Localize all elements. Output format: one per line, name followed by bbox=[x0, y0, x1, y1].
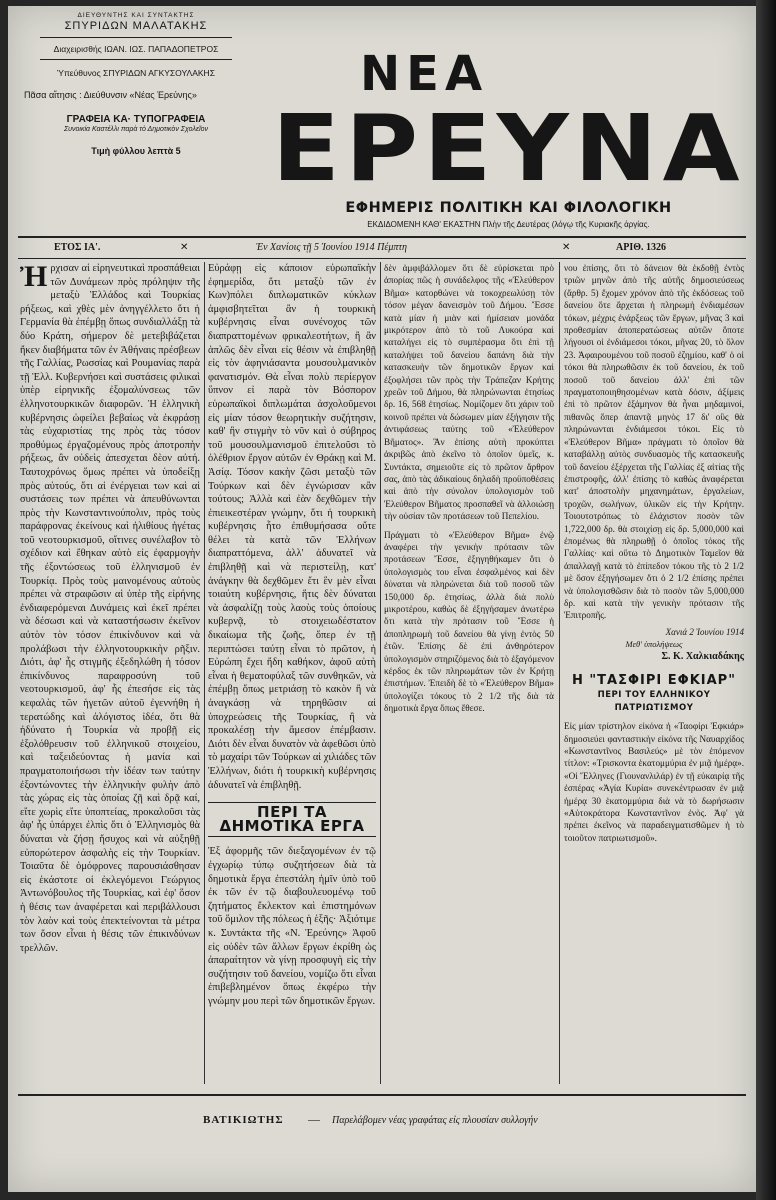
separator-mark: ✕ bbox=[562, 242, 571, 253]
offices-address: Συνοικία Καστέλλι παρὰ τὸ Δημοτικὸν Σχολεῖον bbox=[63, 126, 209, 133]
headline-dimotika-erga: ΠΕΡΙ ΤΑ ΔΗΜΟΤΙΚΑ ΕΡΓΑ bbox=[208, 802, 376, 837]
column-rule bbox=[204, 262, 205, 1084]
newspaper-page bbox=[8, 6, 756, 1192]
title-nea: ΝΕΑ bbox=[360, 46, 489, 102]
article-text: Πράγματι τὸ «Ἐλεύθερον Βῆμα» ἐνῷ ἀναφέρει τὴν γενικὴν πρότασιν τῶν προτάσεων Ἔσσε, ἐξηγηθήκαμεν ὅτι ὁ ὑπολογισμὸς του εἶναι ἐσφαλμένος καὶ δὲν δύναται νὰ πληρώνεται διὰ τοῦ ποσοῦ τῶν 150,000 δρ. ἐτησίως, ἀλλὰ διὰ πολὺ μικροτέρου, καθὼς δὲ ἐξηγήσαμεν ἀνωτέρω ὅτι κατὰ τὴν πρότασιν τοῦ Ἔσσε ἡ ἀποπληρωμὴ τοῦ δανείου θὰ γίνῃ ἐντὸς 50 ἐτῶν. Ἐπίσης δὲ ἐπὶ ἀνθηρότερον ὑπολογισμὸν στηριζόμενος διὰ τὸ ἐξαγόμενον κέρδος ἐκ τῶν πληρωμάτων τῶν ἐν Κρήτῃ ἐπιστήμων. Ἐπειδὴ δὲ τὸ «Ἐλεύθερον Βῆμα» ὑπολογίζει τόκους τὸ 2 1/2 τῆς διὰ τὰ δημοτικὰ ἔργα ὅπως ἔθεσε. bbox=[384, 529, 554, 714]
issue-number: ΑΡΙΘ. 1326 bbox=[616, 242, 666, 253]
letter-closing: Μεθ' ὑπολήψεως bbox=[625, 639, 683, 650]
responsible-line: Ὑπεύθυνος ΣΠΥΡΙΔΩΝ ΑΓΚΥΣΟΥΛΑΚΗΣ bbox=[57, 68, 215, 78]
column-1-article bbox=[20, 262, 200, 1084]
title-ereuna: ΕΡΕΥΝΑ bbox=[272, 95, 745, 202]
column-rule bbox=[380, 262, 381, 1084]
offices-title: ΓΡΑΦΕΙΑ ΚΑ· ΤΥΠΟΓΡΑΦΕΙΑ bbox=[66, 114, 206, 125]
advert-dash: — bbox=[308, 1112, 320, 1126]
year-label: ΕΤΟΣ ΙΑ'. bbox=[54, 242, 101, 253]
letter-date: Χανιά 2 Ἰουνίου 1914 bbox=[665, 626, 744, 637]
article-text: Εὐράφῃ εἰς κάποιον εὐρωπαϊκὴν ἐφημερίδα, ὅτι μεταξὺ τῶν ἐν Κων)πόλει διπλωματικῶν κύκλων ἀμφισβητεῖται ἂν ἡ τουρκικὴ κυβέρνησις εἶναι συνένοχος τῶν διαπραττομένων φρικαλεοτήτων, ἢ ἂν ἁπλῶς δὲν εἶναι εἰς θέσιν νὰ ἐπιβληθῇ εἰς τὸν ἀφηνιάσαντα μουσουλμανικὸν φανατισμόν. Θὰ εἶναι πολὺ περίεργον ὕπνον εἰ παρὰ τὸν Βόσπορον εὑρωπαϊκοὶ διπλωμάται ἀσχολοῦμενοι εἰς μίαν τόσον θεωρητικὴν συζήτησιν, καθ' ἣν στιγμὴν τὸ νῦν καὶ ὁ σύβηρος τοῦ μουσουλμανισμοῦ ἐπιτελοῦσι τὸ ὀλέθριον ἔργον αὐτῶν ἐν Θράκῃ καὶ Μ. Ἀσίᾳ. Τόσον κακὴν ζῶσι μεταξὺ τῶν Τούρκων καὶ δὲν ἐγνώρισαν κἂν τούτους; Ἀλλὰ καὶ ἐὰν δεχθῶμεν τὴν ἐπιεικεστέραν γνώμην, ὅτι ἡ τουρκικὴ κυβέρνησις ἦτο ἐπιθυμήσασα οὔτε θέλει τὰ κατὰ τῶν Ἑλλήνων διαπραττόμενα, ἀλλ' ἀδυνατεῖ νὰ ἐπιβληθῇ καὶ νὰ περιστείλῃ, κατ' ἀνάγκην θὰ δεχθῶμεν ἔτι ἓν μὲν εἶναι τοιαύτη κυβέρνησις, ἥτις δὲν δύναται νὰ ἀσφαλίζῃ τοὺς λαοὺς τοὺς ὁποίους κυβερνᾷ, τὸ στοιχειωδέστατον δικαίωμα τῆς ζωῆς, ὅπερ ἐν τῇ περιπτώσει ταύτῃ εἶναι τὸ πρῶτον, ἡ Εὐρώπη ἔχει ἤδη καθήκον, ἀφοῦ αὐτὴ εἶναι ἡ θεματοφύλαξ τῶν συνθηκῶν, νὰ ἐπέμβῃ ὅπως μετριάσῃ τὸ κακὸν ἢ νὰ ἀναγκάσῃ νὰ τηρηθῶσιν αἱ ὑποχρεώσεις τῆς Τουρκίας, ἢ νὰ προκαλέσῃ τὴν ἄμεσον ἐπέμβασιν. Διότι δὲν εἶναι δυνατὸν νὰ ἀφεθῶσι ὑπὸ τὸ μαχαίρι τῶν Τούρκων αἱ χιλιάδες τῶν Ἑλλήνων, διότι ἡ τουρκικὴ κυβέρνησις ἀδυνατεῖ νὰ ἐπιβληθῇ. bbox=[208, 263, 376, 791]
editorial-paragraph bbox=[20, 262, 200, 955]
article-text: Εἰς μίαν τρίστηλον εἰκόνα ἡ «Ταοφίρι Ἐφκιάρ» δημοσιεύει φανταστικὴν εἰκόνα τῆς Ναυαρχίδος «Κωνσταντῖνος Βασιλεύς» μὲ τὸν ἑπόμενον τίτλον: «Τρισκοντα ἑκατομμύρια ἐν μιᾷ ἡμέρᾳ». «Οἱ Ἕλληνες (Γιουνανλιλάρ) ἐν τῇ εὐκαιρίᾳ τῆς ἐσπέρας «Ἁγία Κυρία» συνεκέντρωσαν ἐν μιᾷ ἡμέρᾳ 30 ἑκατομμύρια διὰ νὰ τὸ δωρήσωσιν «Αὐτοκράτορα Κωνσταντῖνον ἐνὸς. Ἀφ' γὰ πρέπει ἐκεῖνος νὰ παραδειγματισθῶμεν ἡ τὸ τοιοῦτον πατριωτισμοῦ». bbox=[564, 721, 744, 843]
column-rule bbox=[559, 262, 560, 1084]
publication-line: ΕΚΔΙΔΟΜΕΝΗ ΚΑΘ' ΕΚΑΣΤΗΝ Πλὴν τῆς Δευτέρας (λόγῳ τῆς Κυριακῆς ἀργίας. bbox=[367, 220, 650, 229]
director-name: ΣΠΥΡΙΔΩΝ ΜΑΛΑΤΑΚΗΣ bbox=[64, 20, 208, 32]
headline-tasfiri bbox=[564, 675, 744, 714]
scanner-edge bbox=[756, 0, 776, 1200]
divider bbox=[40, 59, 232, 60]
newspaper-subtitle: ΕΦΗΜΕΡΙΣ ΠΟΛΙΤΙΚΗ ΚΑΙ ΦΙΛΟΛΟΓΙΚΗ bbox=[345, 200, 672, 216]
divider bbox=[40, 37, 232, 38]
article-text: νου ἐπίσης, ὅτι τὸ δάνειον θὰ ἐκδοθῇ ἐντὸς τριῶν μηνῶν ἀπὸ τῆς αὐτῆς δημοσιεύσεως (ἄρθρ. 5) ἔχομεν χρόνον ἀπὸ τῆς ἐκδόσεως τοῦ δανείου ὅτε ἄρχεται ἡ πληρωμὴ ἐνδιαμέσων τόκων, μέχρις ἐνάρξεως τῶν ἔργων, μῆνας 3 καὶ προθεσμίαν ἀποπερατώσεως αὐτῶν ὅποτε λήγουσι οἱ ἐνδιάμεσοι τόκοι, μῆνας 20, τὸ ὅλον 23. Ἀφαιρουμένου τοῦ ποσοῦ ἐζημίου, καθ' ὁ οἱ τόκοι θὰ πληρωθῶσιν ἐκ τοῦ δανείου, ἐκ τοῦ ποσοῦ τοῦ δανείου ἀλλ' ἐπὶ τῶν πραγματοποιηθησομένων κατὰ δόσιν, ἀξίμεις ἐπὶ τὸ πρῶτον ἐξάμηνον θὰ ἦναι μηδαμινοί, πιθανῶς ὅπερ ἀπαντᾷ μηνὸς 17 δι' οὓς θὰ πληρώνωνται ἐνδιάμεσοι τόκοι. Εἰς τὸ «Ἐλεύθερον Βῆμα» πράγματι τὸ ὁποῖον θὰ καταβάλλῃ αὐτὸς συνδυασμὸς τῆς κατασκευῆς τοῦ δανείου ἐξέρχεται τῆς Γαλλίας ἐξ αἰτίας τῆς ἐπιστροφῆς, ἀλλ' ἐπίσης τὸ καθὼς ἀναφέρεται κατ' ἀποστολὴν μηχανημάτων, ἐργαλείων, τροχῶν, σωλήνων, ὑλικῶν εἰς τὴν Κρήτην. Τοιουτοτρόπως τὸ ἐλάχιστον ποσὸν τῶν 1,722,000 δρ. θὰ στοιχίσῃ εἰς δρ. 5,000,000 καὶ ἐπομένως θὰ πληρωθῇ ὁ ὁποῖος τόκος τῆς Γαλλίας· καὶ οὕτω τὸ Δημοτικὸν Ταμεῖον θὰ ἀπαλλαγῇ κατὰ τὸ ἐπίπεδον τόκου τῆς τὸ 2 1/2 μὲ ὅσον ἐξηγήσωμεν ὅτι ὁ 2 1/2 ἐπίσης πρέπει νὰ ὑπολογισθῶσιν διὰ τὸ ποσὸν τῶν 5,000,000 δρ. καὶ κατὰ τὴν γενικὴν πρότασιν τῆς Ἐπιτροπῆς. bbox=[564, 263, 744, 621]
price-line: Τιμὴ φύλλου λεπτὰ 5 bbox=[91, 146, 181, 156]
column-4 bbox=[564, 262, 744, 1084]
drop-cap: Ἠ bbox=[20, 262, 48, 293]
headline-main: Η "ΤΑΣΦΙΡΙ ΕΦΚΙΑΡ" bbox=[572, 673, 736, 688]
advert-text: Παρελάβομεν νέας γραφάτας εἰς πλουσίαν συλλογήν bbox=[332, 1115, 538, 1126]
manager-line: Διαχειρισθής ΙΩΑΝ. ΙΩΣ. ΠΑΠΑΔΟΠΕΤΡΟΣ bbox=[53, 44, 219, 54]
footer-advert bbox=[18, 1094, 746, 1136]
dateline-bar bbox=[18, 236, 746, 259]
director-caption: ΔΙΕΥΘΥΝΤΗΣ ΚΑΙ ΣΥΝΤΑΚΤΗΣ bbox=[77, 12, 195, 19]
article-text: δὲν ἀμφιβάλλομεν ὅτι δὲ εὑρίσκεται πρὸ ἀπορίας πῶς ἡ συνάδελφος τῆς «Ἐλεύθερον Βῆμα» κατορθώνει νὰ τοκοχρεωλύσῃ τὸν τόσον μέγαν δανεισμὸν τοῦ Δήμου. Ἔσσε κατὰ μίαν ἡ μιὰν καὶ ἡμίσειαν μονάδα μικρότερον ἀπὸ τὸ τοῦ Λυκούρα καὶ καταλήγει εἰς τὸ συμπέρασμα ὅτι ἐπὶ τῇ καταλήψει τοῦ δανείου δαπάνη διὰ τὴν κατασκευὴν τῶν δημοτικῶν ἔργων καὶ ἐξοφλήσει τῶν πρὸς τὴν Τράπεζαν Κρήτης χρεῶν τοῦ Δήμου, θὰ πληρώνωνται ἐτησίως δρ. 16, 568 ἐτησίως. Νομίζομεν ὅτι χάριν τοῦ κοινοῦ πρέπει νὰ δώσωμεν μίαν ἐξήγησιν τῆς ἀντιφάσεως ταύτης τοῦ «Ἐλεύθερον Βῆματος». Ἂν ἐπίσης αὐτὴ προκύπτει ἀκριβῶς ἀπὸ ἐκεῖνο τὸ ὁποῖον ὑμεῖς, κ. Συντάκτα, σημειοῦτε εἰς τὸ πρῶτον ἄρθρον σας, ἀπὸ τὰς ἀδικαίους δηλαδὴ προϋποθέσεις καὶ ἀπὸ τὴν σύνολον ὑπολογισμὸν τοῦ Ἐλεύθερον Βῆματος προσπαθεῖ νὰ ἀλλοιώσῃ τὴν οὐσίαν τῶν προτάσεων τοῦ Πεπελίου. bbox=[384, 263, 554, 522]
issue-date: Ἐν Χανίοις τῇ 5 Ἰουνίου 1914 Πέμπτη bbox=[256, 242, 407, 253]
column-3 bbox=[384, 262, 554, 1084]
article-text: Ἐξ ἀφορμῆς τῶν διεξαγομένων ἐν τῷ ἐγχωρίῳ τύπῳ συζητήσεων διὰ τὰ δημοτικὰ ἔργα ἐπεστάλη ἡμῖν ὑπὸ τοῦ ἐκ τῶν ἐν τῷ διαβουλευομένῳ τοῦ ζητήματος ἔκλεκτον καὶ ἐπιστημόνων τοῦ ὅμιλον τῆς πόλεως ἡ ἑξῆς· Ἀξιότιμε κ. Συντάκτα τῆς «Ν. Ἐρεύνης» Ἀφοῦ εἰς οὐδὲν τῶν ἄλλων ἔργων ἐκρίθη ὡς ἀπαραίτητον νὰ γίνῃ προσφυγὴ εἰς τὴν συζήτησιν τοῦ δανείου, νομίζω ὅτι εἶναι ἐπιβεβλημένον ὅπως ἐκφέρω τὴν γνώμην μου περὶ τῶν δημοτικῶν ἔργων. bbox=[208, 846, 376, 1007]
column-2 bbox=[208, 262, 376, 1084]
requests-line: Πᾶσα αἴτησις : Διεύθυνσιν «Νέας Ἐρεύνης» bbox=[24, 90, 197, 100]
separator-mark: ✕ bbox=[180, 242, 189, 253]
editorial-text: ρχισαν αἱ εἰρηνευτικαὶ προσπάθειαι τῶν Δυνάμεων πρὸς πρόληψιν τῆς μεταξὺ Ἑλλάδος καὶ Τουρκίας ρήξεως, καὶ χθὲς μὲν ἀνηγγέλλετο ὅτι ἡ Γερμανία θὰ ἐπέμβῃ ὅπως συνδιαλλάξῃ τὰ δύο Κράτη, σήμερον δὲ μετεβιβάζεται ἤκεν διαβήματα τῶν ἐν Ἀθήναις πρέσβεων τῆς Γαλλίας, Ρωσσίας καὶ Ρουμανίας παρὰ τῇ Ἑλλ. Κυβερνήσει καὶ συστάσεις φιλικαὶ ὑπὲρ εἰρηνικῆς ἐξομαλύνσεως τῶν ἑλληνοτουρκικῶν διαφορῶν. Ἡ ἑλληνικὴ κυβέρνησις ὠφείλει βεβαίως νὰ ἐκφράσῃ τὰς εὐχαριστίας της πρὸς τὰς τόσον προθύμως ἐργαζομένους πρὸς ἀποτροπὴν ρήξεως, ἂν οὐδεὶς ἀπεσχεται δὲον αὐτή. Ταυτοχρόνως ὅμως πρέπει νὰ ὑποδείξῃ πρὸς αὐτούς, ὅτι αἱ ἐνέργειαι των καὶ αἱ συστάσεις των πρέπει νὰ ἀπευθύνωνται πρὸς τὴν Κωνσταντινούπολιν, πρὸς τοὺς παράφρονας ἐκείνους καὶ ἠλιθίους ἡγέτας τοῦ νεοτουρκισμοῦ, οἵτινες συνέλαβον τὸ σχέδιον καὶ ἔθηκαν αὐτὸ εἰς ἐφαρμογὴν τῆς ἐξοντώσεως τοῦ ἑλληνισμοῦ ἐν Τουρκίᾳ. Πρὸς τοὺς μαινομένους αὐτοὺς πρέπει νὰ στραφῶσιν αἱ ὑπὲρ τῆς εἰρήνης ἐνδιαφερόμεναι Δυνάμεις καὶ ἐκεῖ πρέπει νὰ δέσωσι καὶ νὰ καταστήσωσιν ἐκεῖνον αὐτὸν τὸν τόσον ἐπικίνδυνον καὶ νὰ προλάβωσι τὴν ἐλληνοτουρκικὴν ρῆξιν. Διότι, ἀφ' ἧς στιγμῆς ἐξεδηλώθη ἡ τόσον ἐπικίνδυνος παραφροσύνη τοῦ νεοτουρκισμοῦ, ἀφ' ἧς ἐπεσήσε εἰς τὰς κεφαλὰς τῶν ἡγετῶν αὐτοῦ ἐγεννήθη ἡ τερατώδης καὶ ἀλόγιστος ἰδέα, ὅτι θὰ ἠδύνατο ἡ Τουρκία νὰ προβῇ εἰς ἐξολόθρευσιν τοῦ ἑλληνικοῦ στοιχείου, καὶ ταξειδεύοντας ἡ μανία καὶ πραγματοποιήσωσι τὴν ἰδέαν των ταύτην ἐξοντώνοντες τὴν ἑλληνικὴν φυλὴν ἀπὸ τὰς χώρας εἰς τὰς ὁποίας ζῇ καὶ δρᾷ καί, εἴτε χωρὶς εἴτε ὑποπτείας, προκαλοῦσι τὰς ἀφ' ἧς ὑπάρχει ἐλπὶς ὅτι ὁ Ἑλληνισμὸς θὰ δύναται νὰ ζήσῃ ἥσυχος καὶ νὰ αὐξηθῇ εὐπορώτερον ἀσφαλὴς εἰς τὴν Τουρκίαν. Τοιαῦτα δὲ ὁμόφρονες παρουσιάσθησαν εἰς ἑκάστοτε οἱ ἐκλεγόμενοι Γεώργιος Ἀντωνόβουλος τῆς Τουρκίας, καὶ ἐφ' ὅσον ἡ θέσις των ἀναφέρεται καὶ περιβάλλουσι τὸν λαὸν καὶ τοὺς ἐπεκτείνονται τὰ μέτρα των ὅσον εἶναι ἡ θέσις τῶν ἐπικινδύνων τρελλῶν. bbox=[20, 263, 200, 954]
advert-name: ΒΑΤΙΚΙΩΤΗΣ bbox=[203, 1114, 284, 1126]
headline-sub: ΠΕΡΙ ΤΟΥ ΕΛΛΗΝΙΚΟΥ ΠΑΤΡΙΩΤΙΣΜΟΥ bbox=[597, 690, 711, 713]
letter-signature: Σ. Κ. Χαλκιαδάκης bbox=[661, 650, 744, 662]
masthead-left-block bbox=[20, 10, 252, 156]
